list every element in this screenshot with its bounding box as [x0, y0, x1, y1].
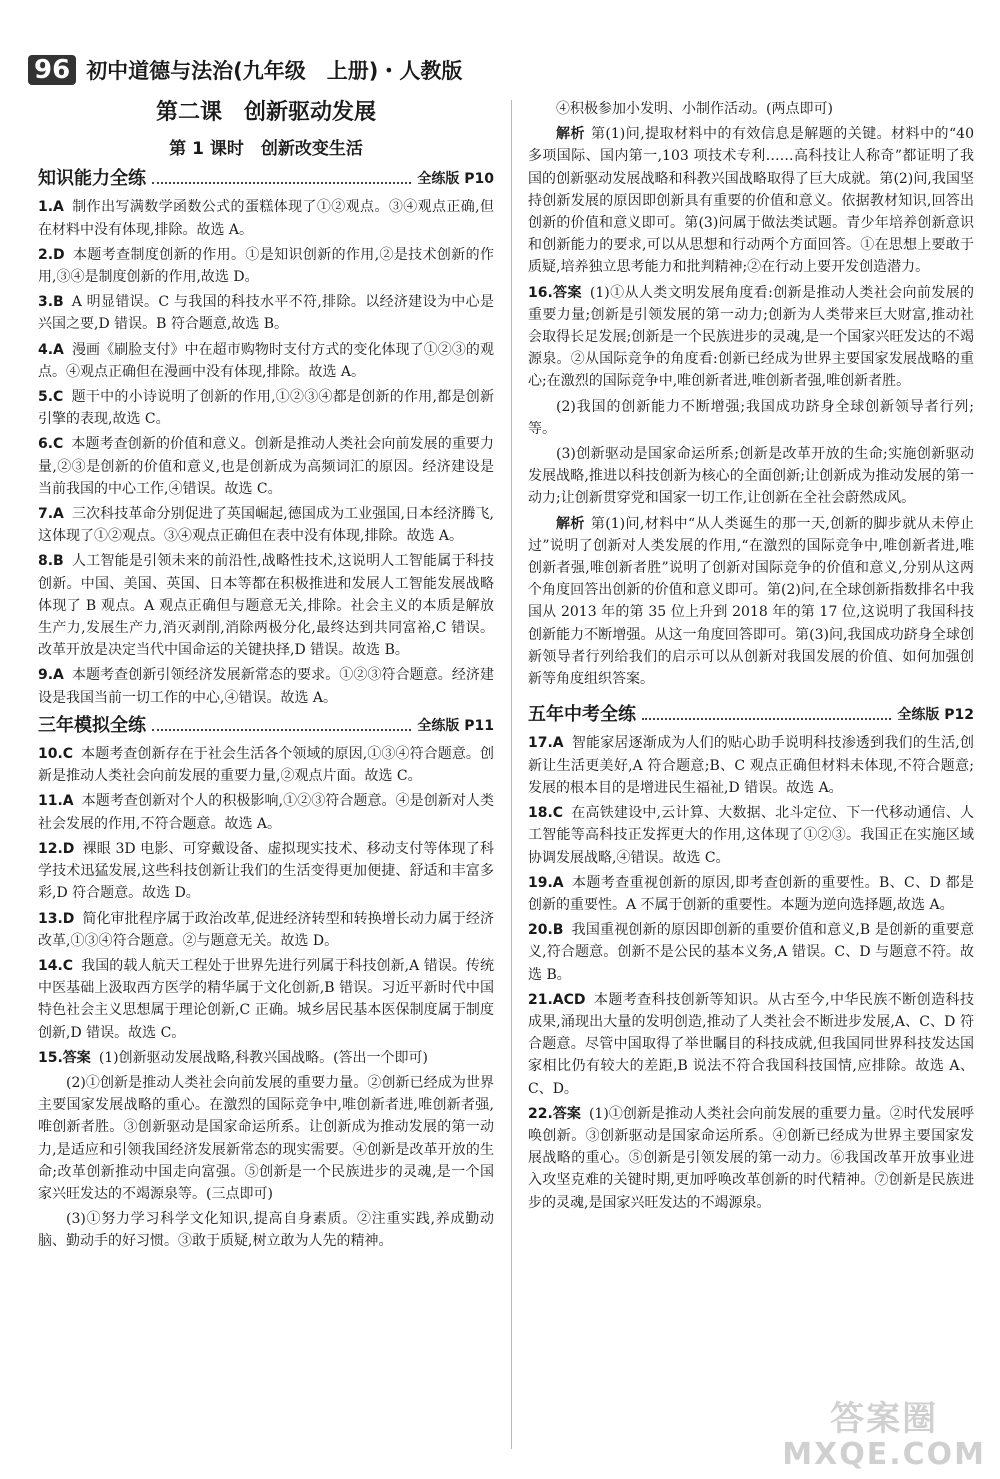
answer-text: 本题考查重视创新的原因,即考查创新的重要性。B、C、D 都是创新的重要性。A 不属于创新的重要性。本题为逆向选择题,故选 A。 [528, 874, 974, 913]
answer-item [38, 244, 494, 288]
analysis-text: 第(1)问,材料中“从人类诞生的那一天,创新的脚步就从未停止过”说明了创新对人类发展的作用,“在激烈的国际竞争中,唯创新者进,唯创新者强,唯创新者胜”说明了创新对国际竞争的价值和意义,分别从这两个角度回答出创新的价值和意义即可。第(2)问,在全球创新指数排名中我国从 2013 年的第 35 位上升到 2018 年的第 17 位,这说明了我国科技创新能力不断增强。从这一角度回答即可。第(3)问,我国成功跻身全球创新领导者行列给我们的启示可以从创新对我国发展的价值、如何加强创新等角度组织答案。 [528, 515, 974, 688]
answer-label: 6.C [38, 436, 64, 453]
answer-text: 我国的载人航天工程处于世界先进行列属于科技创新,A 错误。传统中医基础上汲取西方医学的精华属于文化创新,B 错误。习近平新时代中国特色社会主义思想属于理论创新,C 正确。城乡居民基本医保制度属于制度创新,D 错误。故选 C。 [38, 957, 494, 1041]
section-band-knowledge [38, 168, 494, 190]
answer-label: 19.A [528, 874, 564, 891]
book-title: 初中道德与法治(九年级 上册)・人教版 [86, 59, 463, 83]
answer-item [38, 196, 494, 240]
answer-text: 本题考查创新的价值和意义。创新是推动人类社会向前发展的重要力量,②③是创新的价值和意义,也是创新成为高频词汇的原因。经济建设是当前我国的中心工作,④错误。故选 C。 [38, 436, 494, 497]
answer-text: 本题考查创新引领经济发展新常态的要求。①②③符合题意。经济建设是我国当前一切工作的中心,④错误。故选 A。 [38, 667, 494, 706]
answer-label: 7.A [38, 506, 64, 523]
band-name: 知识能力全练 [38, 168, 146, 190]
answer-item [38, 955, 494, 1044]
answer-item [528, 919, 974, 986]
answer-text: 题干中的小诗说明了创新的作用,①②③④都是创新的作用,都是创新引擎的表现,故选 C。 [38, 389, 494, 428]
answer-item [38, 550, 494, 661]
answer-label: 13.D [38, 910, 75, 927]
answer-text: 三次科技革命分别促进了英国崛起,德国成为工业强国,日本经济腾飞,这体现了①②观点。③④观点正确但在表中没有体现,排除。故选 A。 [38, 506, 494, 545]
answer-item [528, 732, 974, 799]
answer-item-15 [38, 1047, 494, 1069]
answer-item [38, 838, 494, 905]
section-band-mock [38, 715, 494, 737]
answer-text: 我国重视创新的原因即创新的重要价值和意义,B 是创新的重要意义,符合题意。创新不是公民的基本义务,A 错误。C、D 与题意不符。故选 B。 [528, 922, 974, 983]
answer-label: 14.C [38, 957, 74, 974]
answer-text: 漫画《刷脸支付》中在超市购物时支付方式的变化体现了①②③的观点。④观点正确但在漫画中没有体现,排除。故选 A。 [38, 341, 494, 380]
answer-list [38, 196, 494, 708]
answer-text: 本题考查创新存在于社会生活各个领域的原因,①③④符合题意。创新是推动人类社会向前发展的重要力量,②观点片面。故选 C。 [38, 746, 494, 785]
watermark-url: MXQE.COM [782, 1437, 986, 1472]
band-ref: 全练版 P12 [897, 707, 974, 724]
answer-label: 10.C [38, 746, 74, 763]
answer-label: 4.A [38, 341, 64, 358]
answer-label: 22.答案 [528, 1105, 581, 1122]
answer-item [528, 872, 974, 916]
answer-item [38, 291, 494, 335]
answer-text: (1)①从人类文明发展角度看:创新是推动人类社会向前发展的重要力量;创新是引领发展的第一动力;创新为人类带来巨大财富,推动社会取得长足发展;创新是一个民族进步的灵魂,是一个国家兴旺发达的不竭源泉。②从国际竞争的角度看:创新已经成为世界主要国家发展战略的重心;在激烈的国际竞争中,唯创新者进,唯创新者强,唯创新者胜。 [528, 284, 974, 390]
answer-item [38, 790, 494, 834]
band-name: 五年中考全练 [528, 704, 636, 726]
answer-paragraph: (2)①创新是推动人类社会向前发展的重要力量。②创新已经成为世界主要国家发展战略的重心。在激烈的国际竞争中,唯创新者进,唯创新者强,唯创新者胜。③创新驱动是国家命运所系。让创新成为推动发展的第一动力,是适应和引领我国经济发展新常态的现实需要。④创新是改革开放的生命;改革创新推动中国走向富强。⑤创新是一个民族进步的灵魂,是一个国家兴旺发达的不竭源泉等。(三点即可) [38, 1074, 494, 1202]
watermark-text: 答案圈 [830, 1398, 939, 1439]
answer-label: 1.A [38, 199, 64, 216]
answer-item [38, 386, 494, 430]
analysis-label: 解析 [556, 515, 585, 532]
answer-label: 21.ACD [528, 991, 586, 1008]
answer-label: 18.C [528, 805, 564, 822]
answer-text: 在高铁建设中,云计算、大数据、北斗定位、下一代移动通信、人工智能等高科技正发挥更大的作用,这体现了①②③。我国正在实施区域协调发展战略,④错误。故选 C。 [528, 805, 974, 866]
answer-text: A 明显错误。C 与我国的科技水平不符,排除。以经济建设为中心是兴国之要,D 错误。B 符合题意,故选 B。 [38, 294, 494, 333]
answer-paragraph: (3)创新驱动是国家命运所系;创新是改革开放的生命;实施创新驱动发展战略,推进以科技创新为核心的全面创新;让创新成为推动发展的第一动力;让创新贯穿党和国家一切工作,让创新在全社会蔚然成风。 [528, 446, 974, 507]
answer-text: 智能家居逐渐成为人们的贴心助手说明科技渗透到我们的生活,创新让生活更美好,A 符合题意;B、C 观点正确但材料未体现,不符合题意;发展的根本目的是增进民生福祉,D 错误。故选 A。 [528, 735, 974, 796]
answer-item [38, 433, 494, 500]
answer-item-22 [528, 1103, 974, 1214]
analysis-paragraph [528, 123, 974, 278]
answer-item [528, 989, 974, 1100]
band-ref: 全练版 P11 [417, 717, 494, 734]
answer-item [38, 908, 494, 952]
watermark-logo [782, 1398, 986, 1472]
left-column [38, 98, 494, 1459]
answer-label: 8.B [38, 553, 64, 570]
answer-label: 12.D [38, 840, 75, 857]
answer-text: 制作出写满数学函数公式的蛋糕体现了①②观点。③④观点正确,但在材料中没有体现,排除。故选 A。 [38, 199, 494, 238]
answer-item [38, 743, 494, 787]
answer-label: 2.D [38, 246, 65, 263]
answer-paragraph: ④积极参加小发明、小制作活动。(两点即可) [556, 101, 833, 117]
band-name: 三年模拟全练 [38, 714, 146, 736]
answer-label: 11.A [38, 793, 74, 810]
answer-text: 本题考查科技创新等知识。从古至今,中华民族不断创造科技成果,涌现出大量的发明创造,推动了人类社会不断进步发展,A、C、D 符合题意。尽管中国取得了举世瞩目的科技成就,但我国同世界科技发达国家相比仍有较大的差距,B 说法不符合我国科技国情,应排除。故选 A、C、D。 [528, 991, 974, 1097]
leader-dots [152, 729, 411, 731]
answer-item [528, 802, 974, 869]
answer-text: 裸眼 3D 电影、可穿戴设备、虚拟现实技术、移动支付等体现了科学技术迅猛发展,这些科技创新让我们的生活变得更加便捷、舒适和丰富多彩,D 符合题意。故选 D。 [38, 840, 494, 902]
answer-text: (1)创新驱动发展战略,科教兴国战略。(答出一个即可) [98, 1049, 429, 1066]
leader-dots [152, 182, 411, 184]
answer-label: 16.答案 [528, 284, 582, 301]
column-divider [511, 100, 512, 1449]
answer-label: 9.A [38, 667, 64, 684]
answer-label: 20.B [528, 922, 564, 939]
answer-text: 人工智能是引领未来的前沿性,战略性技术,这说明人工智能属于科技创新。中国、美国、英国、日本等都在积极推进和发展人工智能发展战略体现了 B 观点。A 观点正确但与题意无关,排除。社会主义的本质是解放生产力,发展生产力,消灭剥削,消除两极分化,最终达到共同富裕,C 错误。改革开放是决定当代中国命运的关键抉择,D 错误。故选 B。 [38, 553, 494, 659]
answer-list [528, 732, 974, 1099]
right-column [528, 98, 974, 1459]
analysis-paragraph [528, 513, 974, 691]
answer-text: 本题考查创新对个人的积极影响,①②③符合题意。④是创新对人类社会发展的作用,不符合题意。故选 A。 [38, 793, 494, 832]
section-band-exam [528, 704, 974, 726]
page-header [28, 50, 462, 90]
section-title: 第 1 课时 创新改变生活 [169, 139, 363, 159]
analysis-label: 解析 [556, 126, 585, 143]
answer-item [38, 664, 494, 708]
answer-label: 17.A [528, 735, 564, 752]
page-number: 96 [28, 55, 76, 85]
answer-label: 5.C [38, 389, 64, 406]
lesson-title: 第二课 创新驱动发展 [155, 100, 376, 125]
answer-label: 3.B [38, 294, 64, 311]
answer-item [38, 339, 494, 383]
answer-label: 15.答案 [38, 1049, 91, 1066]
answer-list [38, 743, 494, 1044]
answer-item-16 [528, 282, 974, 393]
answer-paragraph: (2)我国的创新能力不断增强;我国成功跻身全球创新领导者行列;等。 [528, 398, 974, 437]
answer-paragraph: (3)①努力学习科学文化知识,提高自身素质。②注重实践,养成勤动脑、勤动手的好习惯。③敢于质疑,树立敢为人先的精神。 [38, 1211, 494, 1250]
answer-text: 本题考查制度创新的作用。①是知识创新的作用,②是技术创新的作用,③④是制度创新的作用,故选 D。 [38, 246, 494, 286]
analysis-text: 第(1)问,提取材料中的有效信息是解题的关键。材料中的“40 多项国际、国内第一,103 项技术专利……高科技让人称奇”都证明了我国的创新驱动发展战略和科教兴国战略取得了巨大成就。第(2)问,我国坚持创新发展的原因即创新具有重要的价值和意义。依据教材知识,回答出创新的价值和意义即可。第(3)问属于做法类试题。青少年培养创新意识和创新能力的要求,可以从思想和行动两个方面回答。①在思想上要敢于质疑,培养独立思考能力和批判精神;②在行动上要开发创造潜力。 [528, 126, 974, 276]
answer-text: 简化审批程序属于政治改革,促进经济转型和转换增长动力属于经济改革,①③④符合题意。②与题意无关。故选 D。 [38, 910, 494, 949]
band-ref: 全练版 P10 [417, 171, 494, 188]
leader-dots [642, 718, 891, 720]
answer-item [38, 503, 494, 547]
answer-text: (1)①创新是推动人类社会向前发展的重要力量。②时代发展呼唤创新。③创新驱动是国家命运所系。④创新已经成为世界主要国家发展战略的重心。⑤创新是引领发展的第一动力。⑥我国改革开放事业进入攻坚克难的关键时期,更加呼唤改革创新的时代精神。⑦创新是民族进步的灵魂,是国家兴旺发达的不竭源泉。 [528, 1105, 974, 1211]
